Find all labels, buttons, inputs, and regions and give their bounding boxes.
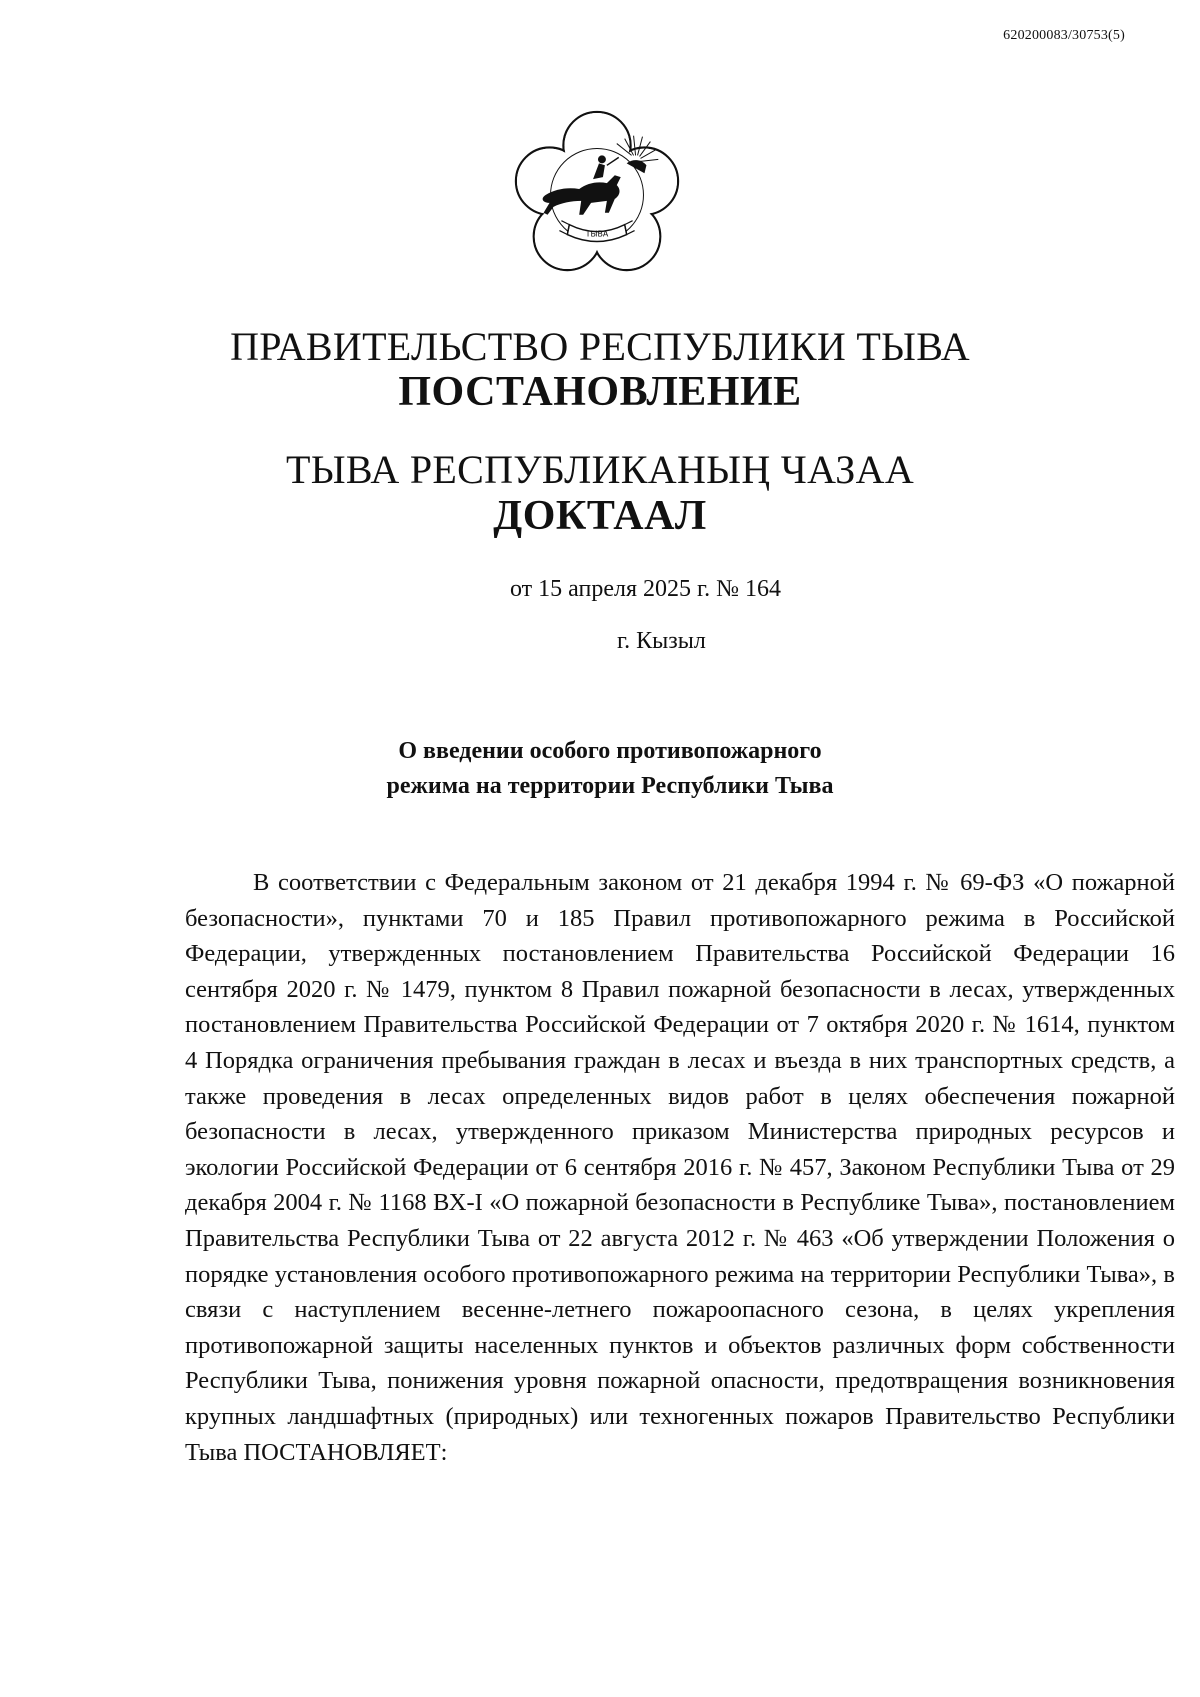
decree-label-tv: ДОКТААЛ — [493, 493, 707, 539]
decree-preamble: В соответствии с Федеральным законом от 21 декабря 1994 г. № 69-ФЗ «О пожарной безопасности», пунктами 70 и 185 Правил противопожарного режима в Российской Федерации, утвержденных постановлением Правительства Российской Федерации 16 сентября 2020 г. № 1479, пунктом 8 Правил пожарной безопасности в лесах, утвержденных постановлением Правительства Российской Федерации от 7 октября 2020 г. № 1614, пунктом 4 Порядка ограничения пребывания граждан в лесах и въезда в них транспортных средств, а также проведения в лесах определенных видов работ в целях обеспечения пожарной безопасности в лесах, утвержденного приказом Министерства природных ресурсов и экологии Российской Федерации от 6 сентября 2016 г. № 457, Законом Республики Тыва от 29 декабря 2004 г. № 1168 ВХ-I «О пожарной безопасности в Республике Тыва», постановлением Правительства Республики Тыва от 22 августа 2012 г. № 463 «Об утверждении Положения о порядке установления особого противопожарного режима на территории Республики Тыва», в связи с наступлением весенне-летнего пожароопасного сезона, в целях укрепления противопожарной защиты населенных пунктов и объектов различных форм собственности Республики Тыва, понижения уровня пожарной опасности, предотвращения возникновения крупных ландшафтных (природных) или техногенных пожаров Правительство Республики Тыва ПОСТАНОВЛЯЕТ: — [185, 869, 1175, 1466]
decree-city: г. Кызыл — [617, 628, 706, 654]
decree-title-line: режима на территории Республики Тыва — [386, 773, 834, 799]
decree-date-number: от 15 апреля 2025 г. № 164 — [510, 576, 782, 602]
decree-label-ru: ПОСТАНОВЛЕНИЕ — [398, 369, 802, 415]
document-reference-number: 620200083/30753(5) — [1003, 28, 1125, 43]
svg-text:ТЫВА: ТЫВА — [585, 229, 609, 239]
government-title-ru: ПРАВИТЕЛЬСТВО РЕСПУБЛИКИ ТЫВА — [230, 324, 970, 369]
government-title-tv: ТЫВА РЕСПУБЛИКАНЫҢ ЧАЗАА — [285, 447, 915, 492]
tuva-emblem-icon — [508, 104, 686, 282]
decree-title — [300, 734, 920, 804]
decree-title-line: О введении особого противопожарного — [398, 738, 822, 764]
